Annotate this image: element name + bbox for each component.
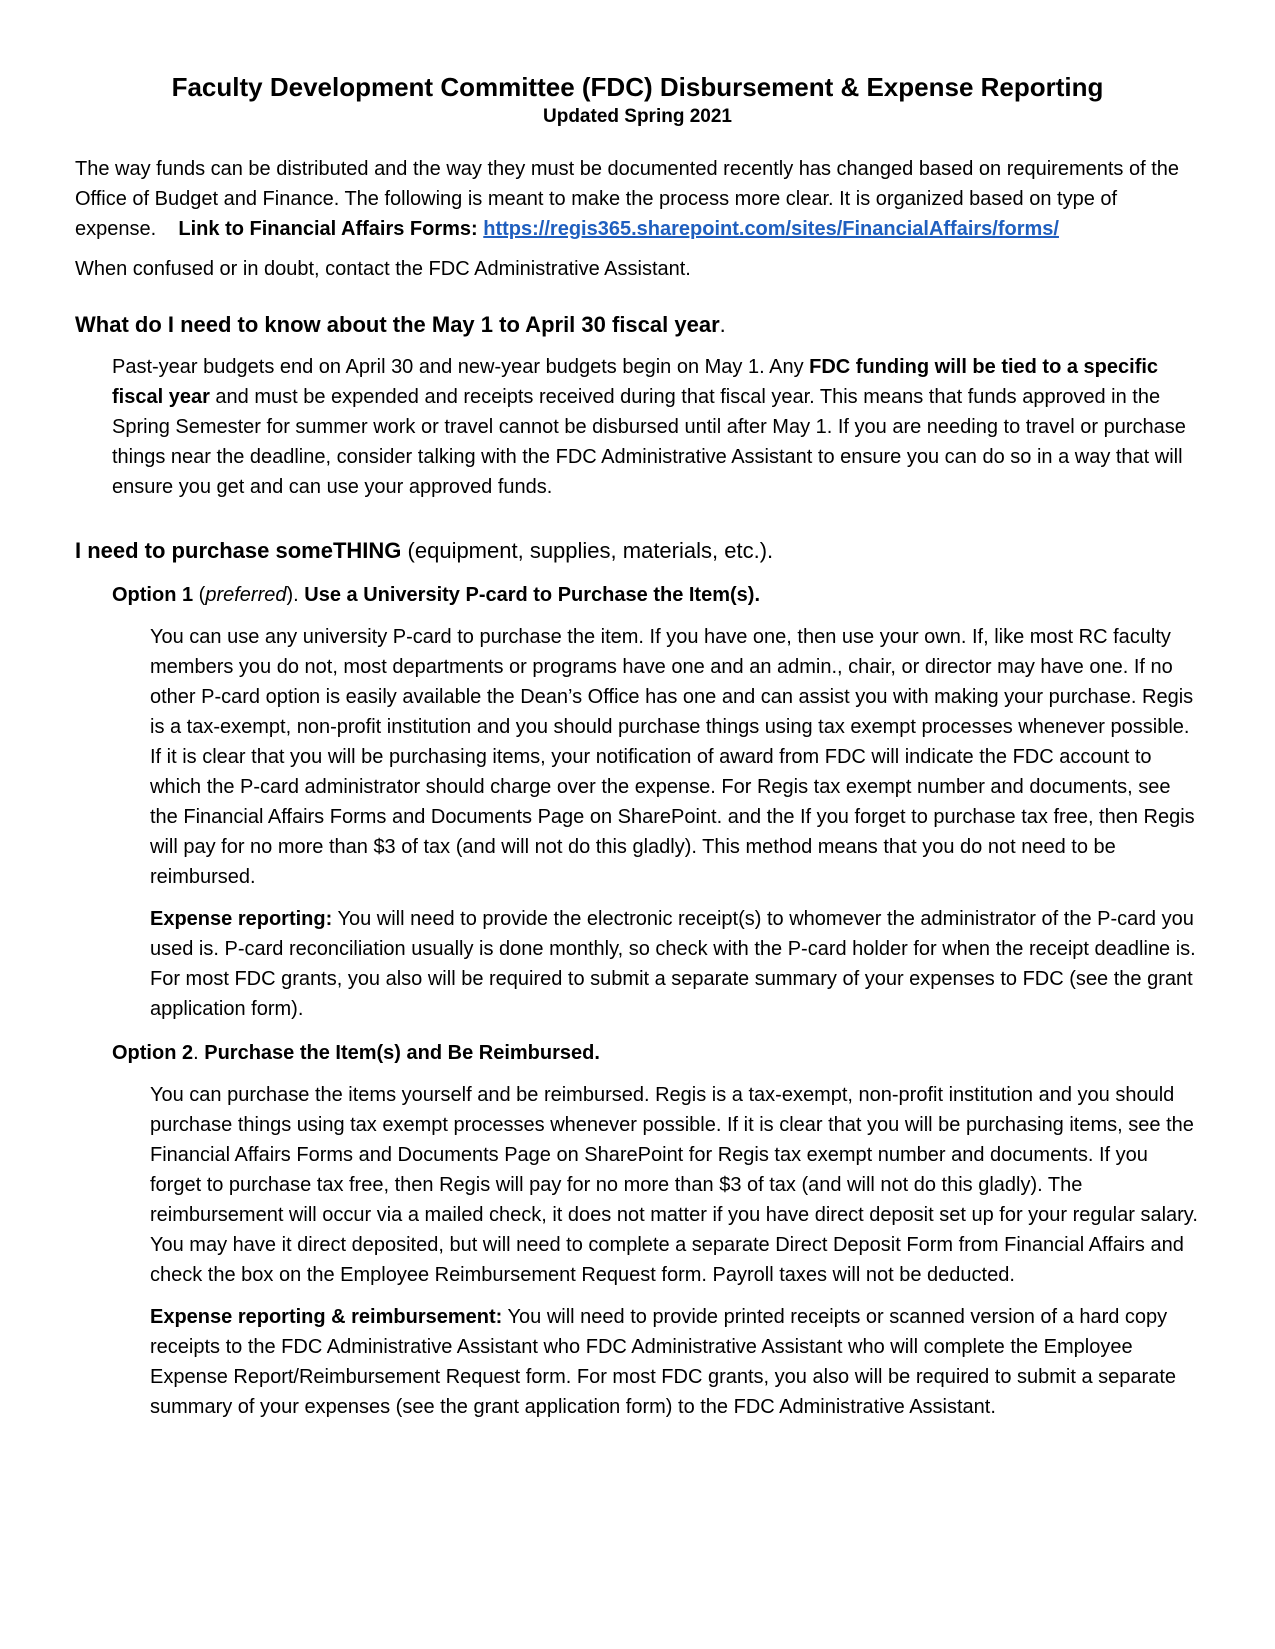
document-subtitle: Updated Spring 2021 xyxy=(543,106,732,127)
purchase-heading-rest: (equipment, supplies, materials, etc.). xyxy=(407,538,774,563)
fiscal-text-bold: FDC funding will be tied to a specific fiscal year xyxy=(112,356,1159,408)
forms-link-label: Link to Financial Affairs Forms: xyxy=(178,218,478,240)
intro-text: The way funds can be distributed and the way they must be documented recently has changed based on requirements of the Office of Budget and Finance. The following is meant to make the process more clear. It is organized based on type of expense. xyxy=(75,158,1180,240)
contact-note: When confused or in doubt, contact the FDC Administrative Assistant. xyxy=(75,258,691,280)
option1-reporting xyxy=(150,904,1200,1024)
option2-reporting xyxy=(150,1302,1200,1422)
option1-reporting-label: Expense reporting: xyxy=(150,908,333,930)
fiscal-text-end: and must be expended and receipts received during that fiscal year. This means that funds approved in the Spring Semester for summer work or travel cannot be disbursed until after May 1. If you are needing to travel or purchase things near the deadline, consider talking with the FDC Administrative Assistant to ensure you can do so in a way that will ensure you get and can use your approved funds. xyxy=(112,386,1186,498)
option2-reporting-label: Expense reporting & reimbursement: xyxy=(150,1306,503,1328)
option1-paren-close: ). xyxy=(286,584,299,606)
option2-title: Purchase the Item(s) and Be Reimbursed. xyxy=(204,1042,600,1064)
option2-body: You can purchase the items yourself and be reimbursed. Regis is a tax-exempt, non-profit institution and you should purchase things using tax exempt processes whenever possible. If it is clear that you will be purchasing items, see the Financial Affairs Forms and Documents Page on SharePoint for Regis tax exempt number and documents. If you forget to purchase tax free, then Regis will pay for no more than $3 of tax (and will not do this gladly). The reimbursement will occur via a mailed check, it does not matter if you have direct deposit set up for your regular salary. You may have it direct deposited, but will need to complete a separate Direct Deposit Form from Financial Affairs and check the box on the Employee Reimbursement Request form. Payroll taxes will not be deducted. xyxy=(150,1084,1198,1286)
option2-separator: . xyxy=(193,1042,199,1064)
option1-preferred: preferred xyxy=(205,584,287,606)
option1-heading xyxy=(112,580,1200,610)
fiscal-year-paragraph xyxy=(112,352,1200,502)
option1-body: You can use any university P-card to purchase the item. If you have one, then use your own. If, like most RC faculty members you do not, most departments or programs have one and an admin., chair, or director may have one. If no other P-card option is easily available the Dean’s Office has one and can assist you with making your purchase. Regis is a tax-exempt, non-profit institution and you should purchase things using tax exempt processes whenever possible. If it is clear that you will be purchasing items, your notification of award from FDC will indicate the FDC account to which the P-card administrator should charge over the expense. For Regis tax exempt number and documents, see the Financial Affairs Forms and Documents Page on SharePoint. and the If you forget to purchase tax free, then Regis will pay for no more than $3 of tax (and will not do this gladly). This method means that you do not need to be reimbursed. xyxy=(150,626,1195,888)
fiscal-year-heading-text: What do I need to know about the May 1 to April 30 fiscal year xyxy=(75,312,720,337)
fiscal-year-heading-period: . xyxy=(719,312,726,337)
document-page xyxy=(75,70,1200,1434)
purchase-heading xyxy=(75,536,1200,566)
fiscal-year-heading xyxy=(75,310,1200,340)
purchase-heading-bold: I need to purchase someTHING xyxy=(75,538,402,563)
option2-heading xyxy=(112,1038,1200,1068)
option2-reporting-text: You will need to provide printed receipts or scanned version of a hard copy receipts to the FDC Administrative Assistant who FDC Administrative Assistant who will complete the Employee Expense Report/Reimbursement Request form. For most FDC grants, you also will be required to submit a separate summary of your expenses (see the grant application form) to the FDC Administrative Assistant. xyxy=(150,1306,1176,1418)
option1-label: Option 1 xyxy=(112,584,194,606)
option1-paren-open: ( xyxy=(198,584,206,606)
option1-title: Use a University P-card to Purchase the Item(s). xyxy=(304,584,760,606)
fiscal-text-start: Past-year budgets end on April 30 and new-year budgets begin on May 1. Any xyxy=(112,356,804,378)
option1-reporting-text: You will need to provide the electronic receipt(s) to whomever the administrator of the P-card you used is. P-card reconciliation usually is done monthly, so check with the P-card holder for when the receipt deadline is. For most FDC grants, you also will be required to submit a separate summary of your expenses to FDC (see the grant application form). xyxy=(150,908,1196,1020)
option2-label: Option 2 xyxy=(112,1042,194,1064)
intro-paragraph xyxy=(75,154,1200,244)
financial-affairs-forms-link[interactable]: https://regis365.sharepoint.com/sites/FinancialAffairs/forms/ xyxy=(483,218,1059,240)
document-title: Faculty Development Committee (FDC) Disbursement & Expense Reporting xyxy=(171,72,1104,102)
